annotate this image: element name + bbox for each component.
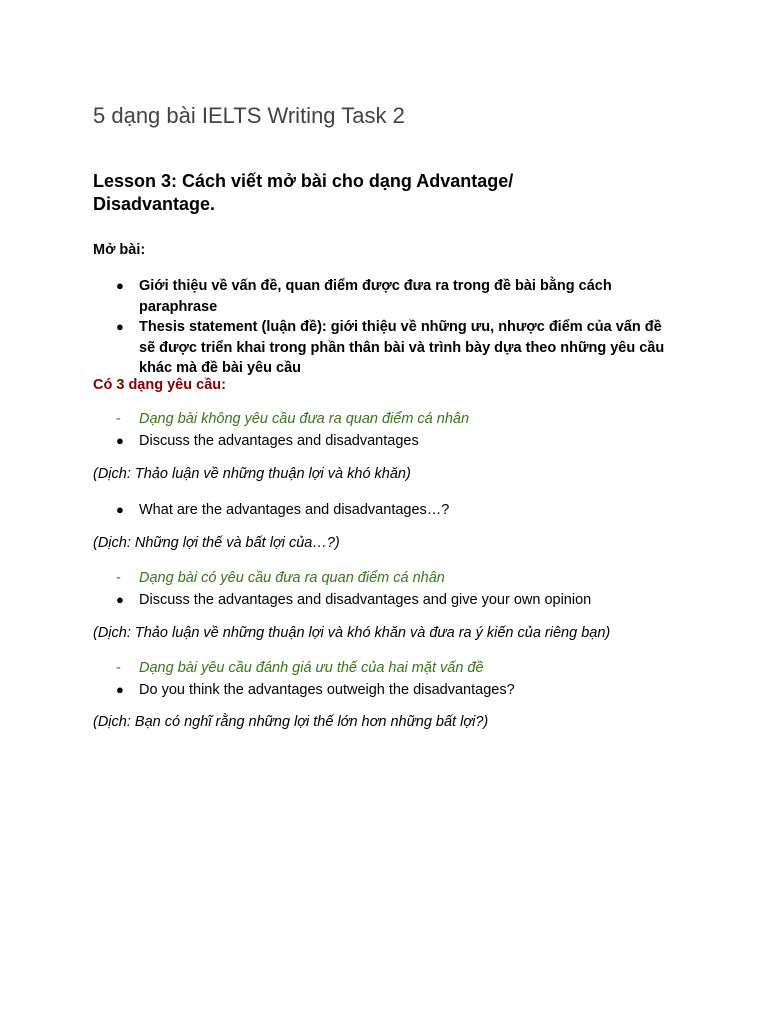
intro-label: Mở bài: <box>93 242 146 258</box>
bullet-icon: ● <box>116 319 124 334</box>
dash-icon: - <box>116 411 121 427</box>
question-list-1a <box>93 431 673 452</box>
lesson-heading: Lesson 3: Cách viết mở bài cho dạng Advantage/ Disadvantage. <box>93 171 514 214</box>
list-item: ● Discuss the advantages and disadvantages <box>93 431 673 452</box>
list-item: ● Giới thiệu về vấn đề, quan điểm được đưa ra trong đề bài bằng cách paraphrase <box>116 278 612 315</box>
dash-icon: - <box>116 570 121 586</box>
bullet-icon: ● <box>116 278 124 293</box>
bullet-icon: ● <box>116 433 124 448</box>
question-list-1b <box>93 500 673 521</box>
translation-3: (Dịch: Bạn có nghĩ rằng những lợi thế lớn hơn những bất lợi?) <box>93 714 489 730</box>
translation-1a: (Dịch: Thảo luận về những thuận lợi và khó khăn) <box>93 466 411 482</box>
bullet-icon: ● <box>116 502 124 517</box>
question-list-2 <box>93 590 673 611</box>
question-list-3 <box>93 680 673 701</box>
list-item: ● What are the advantages and disadvantages…? <box>93 500 673 521</box>
list-item: ● Do you think the advantages outweigh the disadvantages? <box>93 680 673 701</box>
dash-icon: - <box>116 660 121 676</box>
list-item: ● Discuss the advantages and disadvantages and give your own opinion <box>93 590 673 611</box>
bullet-icon: ● <box>116 682 124 697</box>
document-title: 5 dạng bài IELTS Writing Task 2 <box>93 103 405 128</box>
translation-2: (Dịch: Thảo luận về những thuận lợi và khó khăn và đưa ra ý kiến của riêng bạn) <box>93 625 611 641</box>
bullet-icon: ● <box>116 592 124 607</box>
translation-1b: (Dịch: Những lợi thế và bất lợi của…?) <box>93 535 340 551</box>
intro-points-list <box>93 276 673 379</box>
types-label: Có 3 dạng yêu cầu: <box>93 377 226 393</box>
list-item: ● Thesis statement (luận đề): giới thiệu về những ưu, nhược điểm của vấn đề sẽ được triển khai trong phần thân bài và trình bày dựa theo những yêu cầu khác mà đề bài yêu cầu <box>116 319 665 376</box>
